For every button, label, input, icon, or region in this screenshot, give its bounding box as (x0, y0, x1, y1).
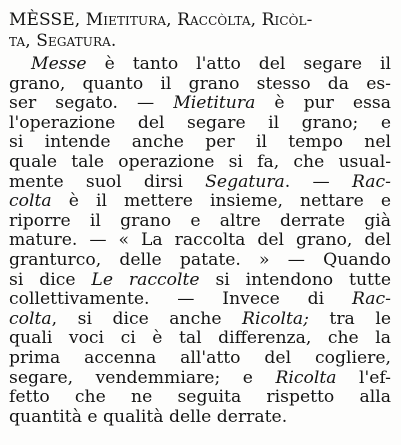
term-mietitura: Mietitura (173, 93, 256, 114)
headword: MÈSSE (9, 10, 75, 30)
text-line (9, 55, 391, 74)
term-segatura: Segatura (205, 171, 285, 192)
entry-heading (9, 10, 312, 31)
text-span: quale tale operazione si fa, che usual- (9, 152, 391, 172)
text-line (9, 369, 391, 388)
text-span: . — (284, 171, 352, 192)
text-line (9, 408, 391, 427)
text-line (9, 349, 391, 368)
text-span: fetto che ne seguita rispetto alla (9, 387, 391, 408)
term-raccolta-cont: colta (9, 191, 52, 212)
text-span: ser segato. — (9, 93, 174, 114)
text-span: mente suol dirsi (9, 171, 206, 192)
text-line (9, 114, 391, 133)
text-line (9, 173, 391, 192)
text-span: quali voci ci è tal differenza, che la (9, 328, 391, 349)
term-le-raccolte: Le raccolte (91, 269, 200, 290)
text-span: quantità e qualità delle derrate. (9, 406, 288, 427)
text-line (9, 192, 391, 211)
term-ricolta: Ricolta; (242, 308, 309, 329)
text-line (9, 231, 391, 250)
entry-heading-cont (9, 31, 116, 52)
text-span: l'ef- (336, 367, 391, 388)
text-span: grano, quanto il grano stesso da es- (9, 73, 391, 94)
text-line (9, 251, 391, 270)
term-raccolta-2-cont: colta (9, 308, 52, 329)
text-span: mature. — « La raccolta del grano, del (9, 230, 391, 251)
text-span: segare, vendemmiare; e (9, 367, 276, 388)
synonyms-line-1: , Mietitura, Raccòlta, Ricòl- (74, 10, 313, 30)
text-span: riporre il grano e altre derrate già (9, 210, 391, 231)
term-raccolta-2: Rac- (351, 289, 391, 310)
text-line (9, 75, 391, 94)
text-span: si intende anche per il tempo nel (9, 132, 391, 153)
text-span: , si dice anche (51, 308, 243, 329)
text-span: si dice (9, 269, 92, 290)
text-span: l'operazione del segare il grano; e (9, 112, 391, 133)
text-line (9, 153, 391, 172)
text-line (9, 271, 391, 290)
text-span: si intendono tutte (199, 269, 392, 290)
text-span: è tanto l'atto del segare il (86, 54, 391, 74)
text-line (9, 290, 391, 309)
term-ricolta-2: Ricolta (275, 367, 337, 388)
text-span: collettivamente. — Invece di (9, 289, 352, 310)
text-line (9, 94, 391, 113)
text-span: granturco, delle patate. » — Quando (9, 250, 391, 270)
text-span: è pur essa (255, 93, 391, 114)
text-line (9, 212, 391, 231)
text-line (9, 388, 391, 407)
text-line (9, 133, 391, 152)
text-line (9, 310, 391, 329)
term-messe: Messe (31, 54, 87, 74)
synonyms-line-2: ta, Segatura. (9, 31, 117, 51)
term-raccolta: Rac- (351, 171, 391, 192)
text-line (9, 329, 391, 348)
text-span: tra le (308, 308, 391, 329)
text-span: è il mettere insieme, nettare e (51, 191, 391, 212)
text-span: prima accenna all'atto del cogliere, (9, 348, 391, 368)
